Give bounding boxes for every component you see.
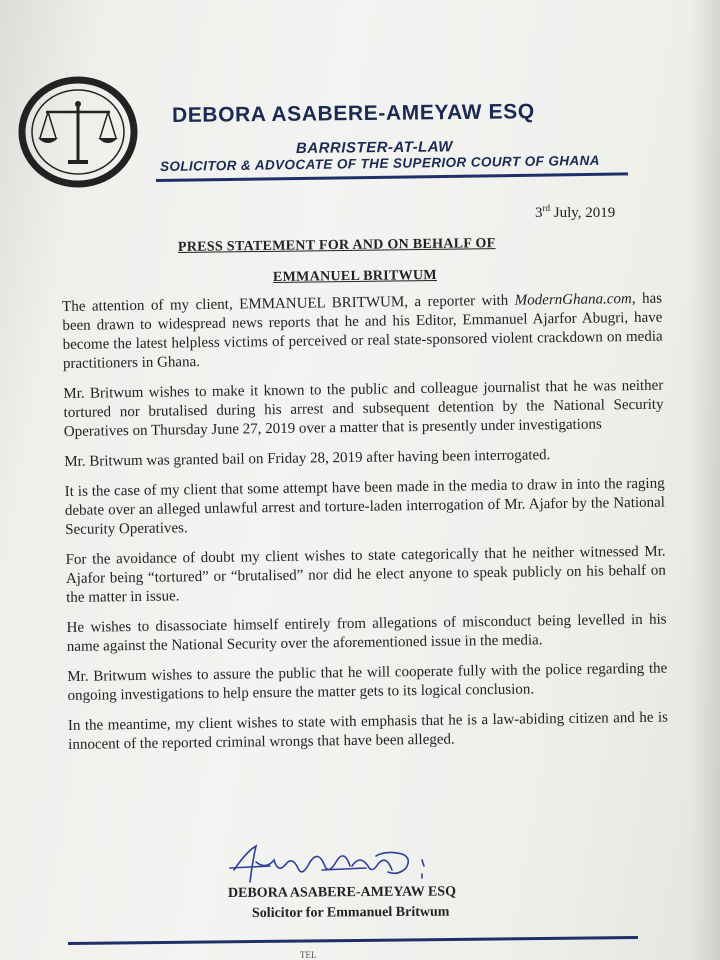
- paragraph: He wishes to disassociate himself entirely from allegations of misconduct being levelled in his name against the National Security over the aforementioned issue in the media.: [66, 611, 667, 655]
- website-name: ModernGhana.com: [514, 291, 632, 309]
- handwritten-signature: [226, 840, 446, 890]
- paragraph: In the meantime, my client wishes to state with emphasis that he is a law-abiding citizen and he is innocent of the reported criminal wrongs that have been alleged.: [67, 709, 669, 753]
- signatory-name: DEBORA ASABERE-AMEYAW ESQ: [227, 884, 456, 901]
- paragraph-text: , has been drawn to widespread news reports that he and his Editor, Emmanuel Ajarfor Abugri, have become the latest helpless victims of perceived or real state-sponsored violent crackdown on media practitioners in Ghana.: [62, 290, 663, 372]
- firm-name: DEBORA ASABERE-AMEYAW ESQ: [171, 100, 535, 127]
- footer-rule: [68, 936, 638, 945]
- firm-role: SOLICITOR & ADVOCATE OF THE SUPERIOR COURT OF GHANA: [159, 152, 600, 174]
- paragraph: Mr. Britwum wishes to assure the public that he will cooperate fully with the police regarding the ongoing investigations to help ensure the matter gets to its logical conclusion.: [67, 660, 668, 704]
- footer-text: TEL: [300, 950, 317, 960]
- client-name-title: EMMANUEL BRITWUM: [272, 267, 437, 285]
- scales-of-justice-icon: [18, 76, 138, 188]
- date-suffix: rd: [542, 203, 550, 213]
- page-shadow: [690, 0, 720, 960]
- paragraph: It is the case of my client that some attempt have been made in the media to draw in into the raging debate over an alleged unlawful arrest and torture-laden interrogation of Mr. Ajafor by the National Security Operatives.: [64, 475, 666, 538]
- statement-title: PRESS STATEMENT FOR AND ON BEHALF OF: [177, 236, 496, 255]
- letterhead-rule: [156, 172, 628, 182]
- firm-subtitle: BARRISTER-AT-LAW: [295, 138, 453, 157]
- paragraph: [62, 290, 663, 374]
- paragraph-text: The attention of my client, EMMANUEL BRITWUM, a reporter with: [62, 292, 515, 315]
- paragraph: For the avoidance of doubt my client wishes to state categorically that he neither witnessed Mr. Ajafor being “tortured” or “brutalised” nor did he elect anyone to speak publicly on his behalf on the matter in issue.: [65, 543, 666, 606]
- statement-date: [535, 203, 615, 222]
- date-day: 3: [535, 205, 543, 221]
- statement-body: [62, 290, 668, 755]
- signatory-role: Solicitor for Emmanuel Britwum: [251, 904, 450, 921]
- paragraph: Mr. Britwum was granted bail on Friday 28, 2019 after having been interrogated.: [64, 447, 551, 470]
- paragraph: Mr. Britwum wishes to make it known to the public and colleague journalist that he was neither tortured nor brutalised during his arrest and subsequent detention by the National Security Operatives on Thursday June 27, 2019 over a matter that is presently under investigations: [63, 377, 664, 440]
- date-rest: July, 2019: [553, 205, 616, 221]
